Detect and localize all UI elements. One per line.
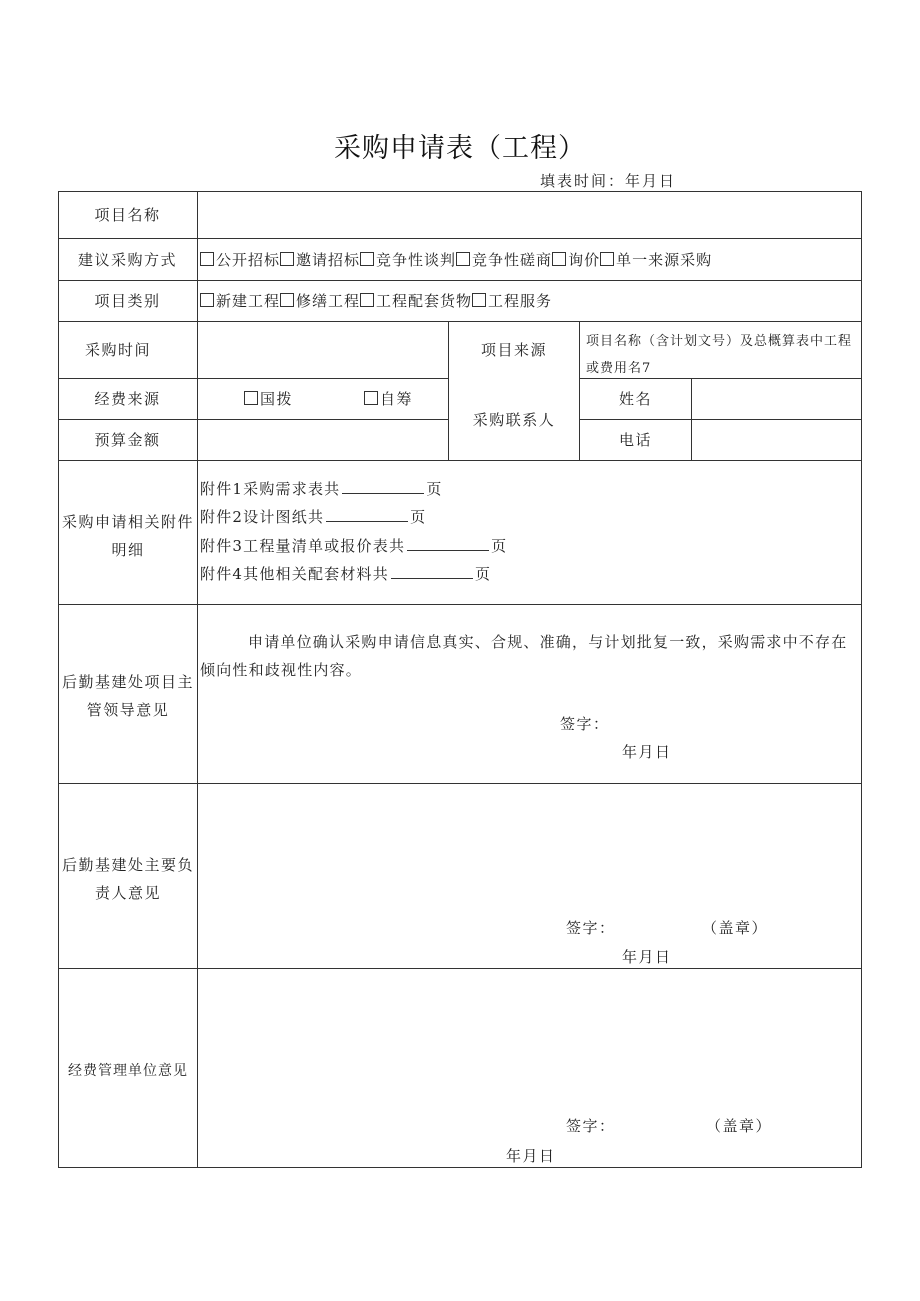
checkbox-icon[interactable] xyxy=(244,391,258,405)
attachment-4-pages-field[interactable] xyxy=(391,564,473,579)
category-label: 项目类别 xyxy=(94,292,161,310)
method-option-open[interactable]: 公开招标 xyxy=(200,251,280,269)
purchase-time-field[interactable] xyxy=(198,322,448,378)
attachment-item-1: 附件1采购需求表共 页 xyxy=(200,480,443,498)
opinion2-sign: 签字： xyxy=(566,919,616,937)
opinion1-date: 年月日 xyxy=(622,743,672,761)
opinion3-sign: 签字： xyxy=(566,1117,616,1135)
checkbox-icon[interactable] xyxy=(552,252,566,266)
budget-field[interactable] xyxy=(198,420,448,460)
attachment-item-4: 附件4其他相关配套材料共 页 xyxy=(200,565,492,583)
method-option-inquiry[interactable]: 询价 xyxy=(552,251,600,269)
project-source-hint: 项目名称（含计划文号）及总概算表中工程或费用名7 xyxy=(586,334,853,376)
method-option-single-source[interactable]: 单一来源采购 xyxy=(600,251,712,269)
attachment-1-pages-field[interactable] xyxy=(342,479,424,494)
attachment-item-3: 附件3工程量清单或报价表共 页 xyxy=(200,537,508,555)
attachments-label: 采购申请相关附件明细 xyxy=(61,513,194,559)
opinion1-statement: 申请单位确认采购申请信息真实、合规、准确，与计划批复一致，采购需求中不存在倾向性和歧视性内容。 xyxy=(200,633,848,679)
opinion2-label: 后勤基建处主要负责人意见 xyxy=(61,856,194,902)
opinion1-sign: 签字： xyxy=(560,715,610,733)
category-options xyxy=(200,291,552,311)
checkbox-icon[interactable] xyxy=(600,252,614,266)
checkbox-icon[interactable] xyxy=(364,391,378,405)
checkbox-icon[interactable] xyxy=(280,252,294,266)
method-option-invite[interactable]: 邀请招标 xyxy=(280,251,360,269)
opinion3-seal: （盖章） xyxy=(706,1117,773,1135)
checkbox-icon[interactable] xyxy=(280,293,294,307)
method-label: 建议采购方式 xyxy=(77,251,177,269)
project-source-label: 项目来源 xyxy=(480,341,547,359)
checkbox-icon[interactable] xyxy=(200,293,214,307)
project-name-field[interactable] xyxy=(198,192,861,238)
category-option-new[interactable]: 新建工程 xyxy=(200,292,280,310)
name-label: 姓名 xyxy=(618,390,652,408)
category-option-service[interactable]: 工程服务 xyxy=(472,292,552,310)
contact-label: 采购联系人 xyxy=(472,411,556,429)
attachment-item-2: 附件2设计图纸共 页 xyxy=(200,508,427,526)
project-name-label: 项目名称 xyxy=(94,206,161,224)
opinion3-date: 年月日 xyxy=(506,1147,556,1165)
funding-label: 经费来源 xyxy=(94,390,161,408)
category-option-goods[interactable]: 工程配套货物 xyxy=(360,292,472,310)
checkbox-icon[interactable] xyxy=(360,252,374,266)
phone-field[interactable] xyxy=(692,420,861,460)
attachment-2-pages-field[interactable] xyxy=(326,507,408,522)
checkbox-icon[interactable] xyxy=(360,293,374,307)
purchase-time-label: 采购时间 xyxy=(84,341,151,359)
checkbox-icon[interactable] xyxy=(472,293,486,307)
category-option-repair[interactable]: 修缮工程 xyxy=(280,292,360,310)
opinion3-label: 经费管理单位意见 xyxy=(68,1063,188,1079)
opinion2-field[interactable] xyxy=(198,784,861,968)
funding-option-self[interactable]: 自筹 xyxy=(364,389,413,409)
phone-label: 电话 xyxy=(618,431,652,449)
budget-label: 预算金额 xyxy=(94,431,161,449)
method-option-negotiation[interactable]: 竞争性谈判 xyxy=(360,251,456,269)
opinion3-field[interactable] xyxy=(198,969,861,1167)
funding-option-national[interactable]: 国拨 xyxy=(244,389,293,409)
method-option-consultation[interactable]: 竞争性磋商 xyxy=(456,251,552,269)
page-title: 采购申请表（工程） xyxy=(334,133,586,164)
opinion2-date: 年月日 xyxy=(622,948,672,966)
opinion1-label: 后勤基建处项目主管领导意见 xyxy=(61,673,194,719)
opinion2-seal: （盖章） xyxy=(702,919,769,937)
fill-date: 填表时间：年月日 xyxy=(540,172,677,190)
name-field[interactable] xyxy=(692,379,861,419)
method-options xyxy=(200,250,712,270)
checkbox-icon[interactable] xyxy=(200,252,214,266)
attachment-3-pages-field[interactable] xyxy=(407,536,489,551)
checkbox-icon[interactable] xyxy=(456,252,470,266)
